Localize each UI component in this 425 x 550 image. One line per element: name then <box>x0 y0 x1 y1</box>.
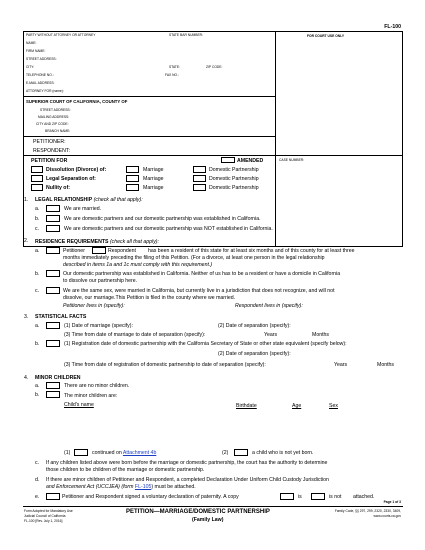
state-label[interactable]: STATE: <box>169 65 181 69</box>
section2-title: RESIDENCE REQUIREMENTS <box>35 239 109 245</box>
separation-marriage-checkbox[interactable] <box>126 175 139 182</box>
court-use-label: FOR COURT USE ONLY <box>307 34 345 38</box>
zip-label[interactable]: ZIP CODE: <box>206 65 223 69</box>
s2a-petitioner: Petitioner <box>63 248 85 254</box>
amended-checkbox[interactable] <box>221 157 235 163</box>
s1b-text: We are domestic partners and our domestic partnership was established in California. <box>64 216 261 222</box>
s4a-text: There are no minor children. <box>64 383 130 389</box>
separation-checkbox[interactable] <box>31 175 43 182</box>
section4-number: 4. <box>24 375 29 381</box>
petition-for-title: PETITION FOR <box>31 158 68 164</box>
bar-number-label: STATE BAR NUMBER: <box>169 33 203 37</box>
section2-hint: (check all that apply): <box>109 239 159 245</box>
s2b-line2: to dissolve our partnership here. <box>63 278 138 284</box>
s3b-checkbox[interactable] <box>46 340 60 347</box>
s2c-line2: dissolve, our marriage.This Petition is filed in the county where we married. <box>63 295 236 301</box>
dissolution-checkbox[interactable] <box>31 166 43 173</box>
section3-number: 3. <box>24 314 29 320</box>
s4b1-continued: continued on <box>92 450 122 456</box>
s4e-letter: e. <box>35 494 40 500</box>
attachment-4b-link[interactable]: Attachment 4b <box>122 450 157 456</box>
section2-heading <box>35 239 159 245</box>
s2a-checkbox[interactable] <box>46 247 60 254</box>
s3a-time[interactable]: (3) Time from date of marriage to date of separation (specify): <box>64 332 206 338</box>
s4b-text: The minor children are: <box>64 393 118 399</box>
s3b-years: Years <box>334 362 348 368</box>
children-col-sex: Sex <box>329 403 338 409</box>
s3a-letter: a. <box>35 323 40 329</box>
section1-hint: (check all that apply): <box>93 197 143 203</box>
separation-label: Legal Separation of: <box>46 176 96 182</box>
court-use-divider <box>275 31 276 160</box>
telephone-label[interactable]: TELEPHONE NO.: <box>26 73 54 77</box>
s2a-line3: described in items 1a and 1c must comply with this requirement.) <box>63 262 213 268</box>
s2c-petitioner-lives[interactable]: Petitioner lives in (specify): <box>63 303 125 309</box>
section3-title: STATISTICAL FACTS <box>35 314 87 320</box>
s4d-line2-end: ) must be attached. <box>151 484 196 490</box>
dissolution-label: Dissolution (Divorce) of: <box>46 167 107 173</box>
s2a-respondent: Respondent <box>108 248 136 254</box>
s1a-letter: a. <box>35 206 40 212</box>
s3a-checkbox[interactable] <box>46 322 60 329</box>
children-col-age: Age <box>292 403 302 409</box>
s4b-checkbox[interactable] <box>46 391 60 398</box>
nullity-dp-checkbox[interactable] <box>193 184 206 191</box>
case-number-label[interactable]: CASE NUMBER: <box>279 158 305 162</box>
s4e-is-checkbox[interactable] <box>280 493 294 500</box>
nullity-checkbox[interactable] <box>31 184 43 191</box>
dissolution-marriage-checkbox[interactable] <box>126 166 139 173</box>
children-col-name: Child's name <box>64 402 94 408</box>
s4c-line1: If any children listed above were born before the marriage or domestic partnership, the court has the authority to determine <box>46 460 328 466</box>
footer-left-2: Judicial Council of California <box>24 514 66 518</box>
s2c-letter: c. <box>35 288 40 294</box>
footer-right-2[interactable]: www.courts.ca.gov <box>373 514 401 518</box>
s4b1-checkbox[interactable] <box>74 449 88 456</box>
s2b-letter: b. <box>35 271 40 277</box>
amended-label: AMENDED <box>237 158 264 164</box>
s4e-is: is <box>298 494 302 500</box>
s2c-line1: We are the same sex, were married in California, but currently live in a jurisdiction that does not recognize, and will not <box>63 288 335 294</box>
s3a-separation-date[interactable]: (2) Date of separation (specify): <box>218 323 291 329</box>
court-branch-label[interactable]: BRANCH NAME: <box>45 129 71 133</box>
attorney-for-label[interactable]: ATTORNEY FOR (name): <box>26 89 64 93</box>
s2a-respondent-checkbox[interactable] <box>92 247 106 254</box>
nullity-marriage-label: Marriage <box>143 185 164 191</box>
separation-dp-label: Domestic Partnership <box>209 176 259 182</box>
footer-right-1: Family Code, §§ 297, 299, 2320, 2330, 3409, <box>334 509 401 513</box>
footer-left-3: FL-100 [Rev. July 1, 2016] <box>24 519 63 523</box>
section1-number: 1. <box>24 197 29 203</box>
court-city-label[interactable]: CITY AND ZIP CODE: <box>36 122 69 126</box>
s2b-checkbox[interactable] <box>46 270 60 277</box>
page-number: Page 1 of 3 <box>383 500 401 504</box>
children-col-birthdate: Birthdate <box>236 403 257 409</box>
respondent-label[interactable]: RESPONDENT: <box>33 148 70 154</box>
caption-box <box>23 31 403 247</box>
s3b-registration-date[interactable]: (1) Registration date of domestic partnership with the California Secretary of State or other state equivalent (specify below): <box>64 341 347 347</box>
s3a-years: Years <box>264 332 278 338</box>
s4b1-number: (1) <box>64 450 71 456</box>
s3a-marriage-date[interactable]: (1) Date of marriage (specify): <box>64 323 133 329</box>
s1c-checkbox[interactable] <box>46 225 60 232</box>
s4c-letter: c. <box>35 460 40 466</box>
s1c-text: We are domestic partners and our domestic partnership was NOT established in California. <box>64 226 273 232</box>
s2a-letter: a. <box>35 248 40 254</box>
firm-name-label[interactable]: FIRM NAME: <box>26 49 46 53</box>
s4b-letter: b. <box>35 392 40 398</box>
s3b-time[interactable]: (3) Time from date of registration of domestic partnership to date of separation (specify): <box>64 362 266 368</box>
s4b2-checkbox[interactable] <box>234 449 248 456</box>
court-divider <box>23 136 275 137</box>
s4e-isnot: is not <box>329 494 342 500</box>
s4b2-text: a child who is not yet born. <box>252 450 314 456</box>
city-label[interactable]: CITY: <box>26 65 35 69</box>
court-street-label[interactable]: STREET ADDRESS: <box>40 108 71 112</box>
section2-number: 2. <box>24 238 29 244</box>
section4-title: MINOR CHILDREN <box>35 375 81 381</box>
form-number: FL-100 <box>384 24 401 30</box>
court-mailing-label[interactable]: MAILING ADDRESS: <box>38 115 70 119</box>
s4a-letter: a. <box>35 383 40 389</box>
email-label[interactable]: E-MAIL ADDRESS: <box>26 81 55 85</box>
s3b-separation-date[interactable]: (2) Date of separation (specify): <box>218 351 291 357</box>
s4d-letter: d. <box>35 477 40 483</box>
attorney-header: PARTY WITHOUT ATTORNEY OR ATTORNEY <box>26 33 96 37</box>
s4e-text: Petitioner and Respondent signed a voluntary declaration of paternity. A copy <box>62 494 239 500</box>
s1a-checkbox[interactable] <box>46 205 60 212</box>
s4e-checkbox[interactable] <box>46 493 60 500</box>
street-label[interactable]: STREET ADDRESS: <box>26 57 57 61</box>
case-number-divider <box>275 155 276 247</box>
footer-title: PETITION—MARRIAGE/DOMESTIC PARTNERSHIP <box>126 509 270 515</box>
s2c-checkbox[interactable] <box>46 287 60 294</box>
s1c-letter: c. <box>35 226 40 232</box>
s3b-months: Months <box>377 362 395 368</box>
s4b2-number: (2) <box>222 450 229 456</box>
s2a-line2: months immediately preceding the filing of this Petition. (For a divorce, at least one person in the legal relationship <box>63 255 325 261</box>
footer-subtitle: (Family Law) <box>192 517 224 523</box>
s4a-checkbox[interactable] <box>46 382 60 389</box>
s4b1-text <box>92 450 156 456</box>
s2b-line1: Our domestic partnership was established in California. Neither of us has to be a resident or have a domicile in California <box>63 271 341 277</box>
s3b-letter: b. <box>35 341 40 347</box>
attorney-divider <box>23 96 275 97</box>
s4d-line1: If there are minor children of Petitioner and Respondent, a completed Declaration Under Uniform Child Custody Jurisdiction <box>46 477 329 483</box>
nullity-marriage-checkbox[interactable] <box>126 184 139 191</box>
parties-divider <box>23 155 403 156</box>
s4e-attached: attached. <box>353 494 375 500</box>
fax-label[interactable]: FAX NO.: <box>165 73 179 77</box>
s1b-checkbox[interactable] <box>46 215 60 222</box>
fl105-link[interactable]: FL-105 <box>134 484 152 490</box>
s1b-letter: b. <box>35 216 40 222</box>
dissolution-dp-checkbox[interactable] <box>193 166 206 173</box>
section1-heading <box>35 197 143 203</box>
dissolution-dp-label: Domestic Partnership <box>209 167 259 173</box>
s4e-isnot-checkbox[interactable] <box>311 493 325 500</box>
petitioner-label[interactable]: PETITIONER: <box>33 139 66 145</box>
attorney-name-label[interactable]: NAME: <box>26 41 37 45</box>
footer-rule <box>23 506 403 507</box>
section1-title: LEGAL RELATIONSHIP <box>35 197 93 203</box>
s3a-months: Months <box>312 332 330 338</box>
s4d-line2-start: and Enforcement Act (UCCJEA) (form <box>46 484 134 490</box>
nullity-dp-label: Domestic Partnership <box>209 185 259 191</box>
nullity-label: Nullity of: <box>46 185 70 191</box>
separation-dp-checkbox[interactable] <box>193 175 206 182</box>
s4c-line2: those children to be children of the marriage or domestic partnership. <box>46 467 205 473</box>
dissolution-marriage-label: Marriage <box>143 167 164 173</box>
s1a-text: We are married. <box>64 206 102 212</box>
separation-marriage-label: Marriage <box>143 176 164 182</box>
footer-left-1: Form Adopted for Mandatory Use <box>24 509 73 513</box>
s4d-line2 <box>46 484 196 490</box>
court-title: SUPERIOR COURT OF CALIFORNIA, COUNTY OF <box>26 99 128 104</box>
s2a-line1: has been a resident of this state for at least six months and of this county for at least three <box>148 248 355 254</box>
s2c-respondent-lives[interactable]: Respondent lives in (specify): <box>235 303 303 309</box>
